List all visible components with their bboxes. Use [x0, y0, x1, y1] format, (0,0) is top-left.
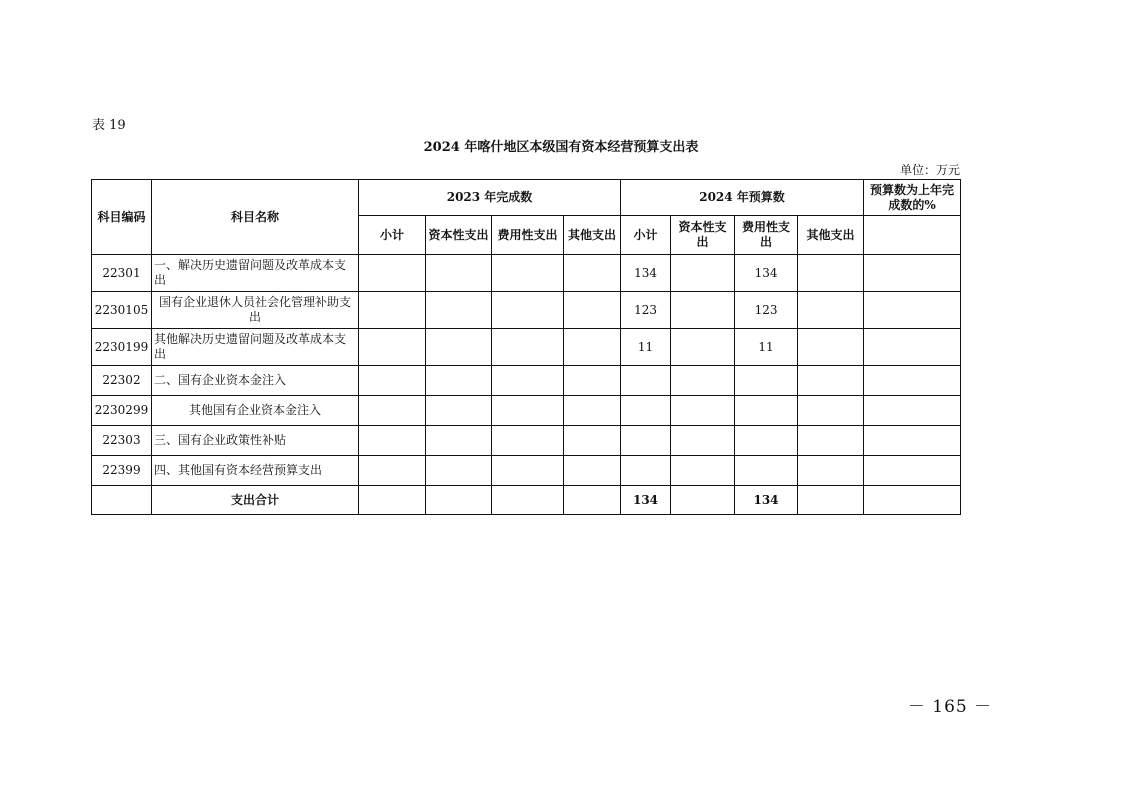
unit-label: 单位：万元 [899, 163, 960, 177]
budget-table [91, 179, 961, 515]
header-sub-2023-expense: 费用性支出 [492, 216, 564, 255]
table-row [92, 255, 961, 292]
table-row [92, 426, 961, 456]
header-sub-2024-expense: 费用性支出 [735, 216, 798, 255]
table-row [92, 366, 961, 396]
row-name: 三、国有企业政策性补贴 [152, 426, 359, 456]
header-ratio-blank [864, 216, 961, 255]
row-code: 2230199 [92, 329, 152, 366]
total-2024-expense: 134 [735, 486, 798, 515]
page-number: － 165 － [907, 697, 993, 717]
cell-2024-expense: 11 [735, 329, 798, 366]
row-code: 22399 [92, 456, 152, 486]
total-2024-subtotal: 134 [621, 486, 671, 515]
table-row [92, 456, 961, 486]
header-group-2024: 2024 年预算数 [621, 180, 864, 216]
row-code: 22301 [92, 255, 152, 292]
cell-2024-expense: 123 [735, 292, 798, 329]
row-code: 22302 [92, 366, 152, 396]
header-group-2023: 2023 年完成数 [359, 180, 621, 216]
cell-2024-expense: 134 [735, 255, 798, 292]
header-sub-2024-capital: 资本性支出 [671, 216, 735, 255]
header-row-1 [92, 180, 961, 216]
row-name: 二、国有企业资本金注入 [152, 366, 359, 396]
row-code: 22303 [92, 426, 152, 456]
cell-2024-subtotal: 134 [621, 255, 671, 292]
row-name: 一、解决历史遗留问题及改革成本支出 [152, 255, 359, 292]
total-row [92, 486, 961, 515]
header-name: 科目名称 [152, 180, 359, 255]
row-name: 四、其他国有资本经营预算支出 [152, 456, 359, 486]
cell-2024-subtotal: 11 [621, 329, 671, 366]
header-code: 科目编码 [92, 180, 152, 255]
document-title: 2024 年喀什地区本级国有资本经营预算支出表 [423, 140, 699, 155]
header-sub-2023-capital: 资本性支出 [426, 216, 492, 255]
table-label: 表 19 [92, 118, 126, 133]
total-label: 支出合计 [152, 486, 359, 515]
table-row [92, 292, 961, 329]
header-sub-2024-subtotal: 小计 [621, 216, 671, 255]
row-code: 2230105 [92, 292, 152, 329]
header-ratio: 预算数为上年完成数的% [864, 180, 961, 216]
row-name: 其他解决历史遗留问题及改革成本支出 [152, 329, 359, 366]
header-sub-2023-other: 其他支出 [564, 216, 621, 255]
header-sub-2024-other: 其他支出 [798, 216, 864, 255]
table-row [92, 329, 961, 366]
row-name: 国有企业退休人员社会化管理补助支出 [152, 292, 359, 329]
row-name: 其他国有企业资本金注入 [152, 396, 359, 426]
table-row [92, 396, 961, 426]
cell-2024-subtotal: 123 [621, 292, 671, 329]
header-sub-2023-subtotal: 小计 [359, 216, 426, 255]
row-code: 2230299 [92, 396, 152, 426]
